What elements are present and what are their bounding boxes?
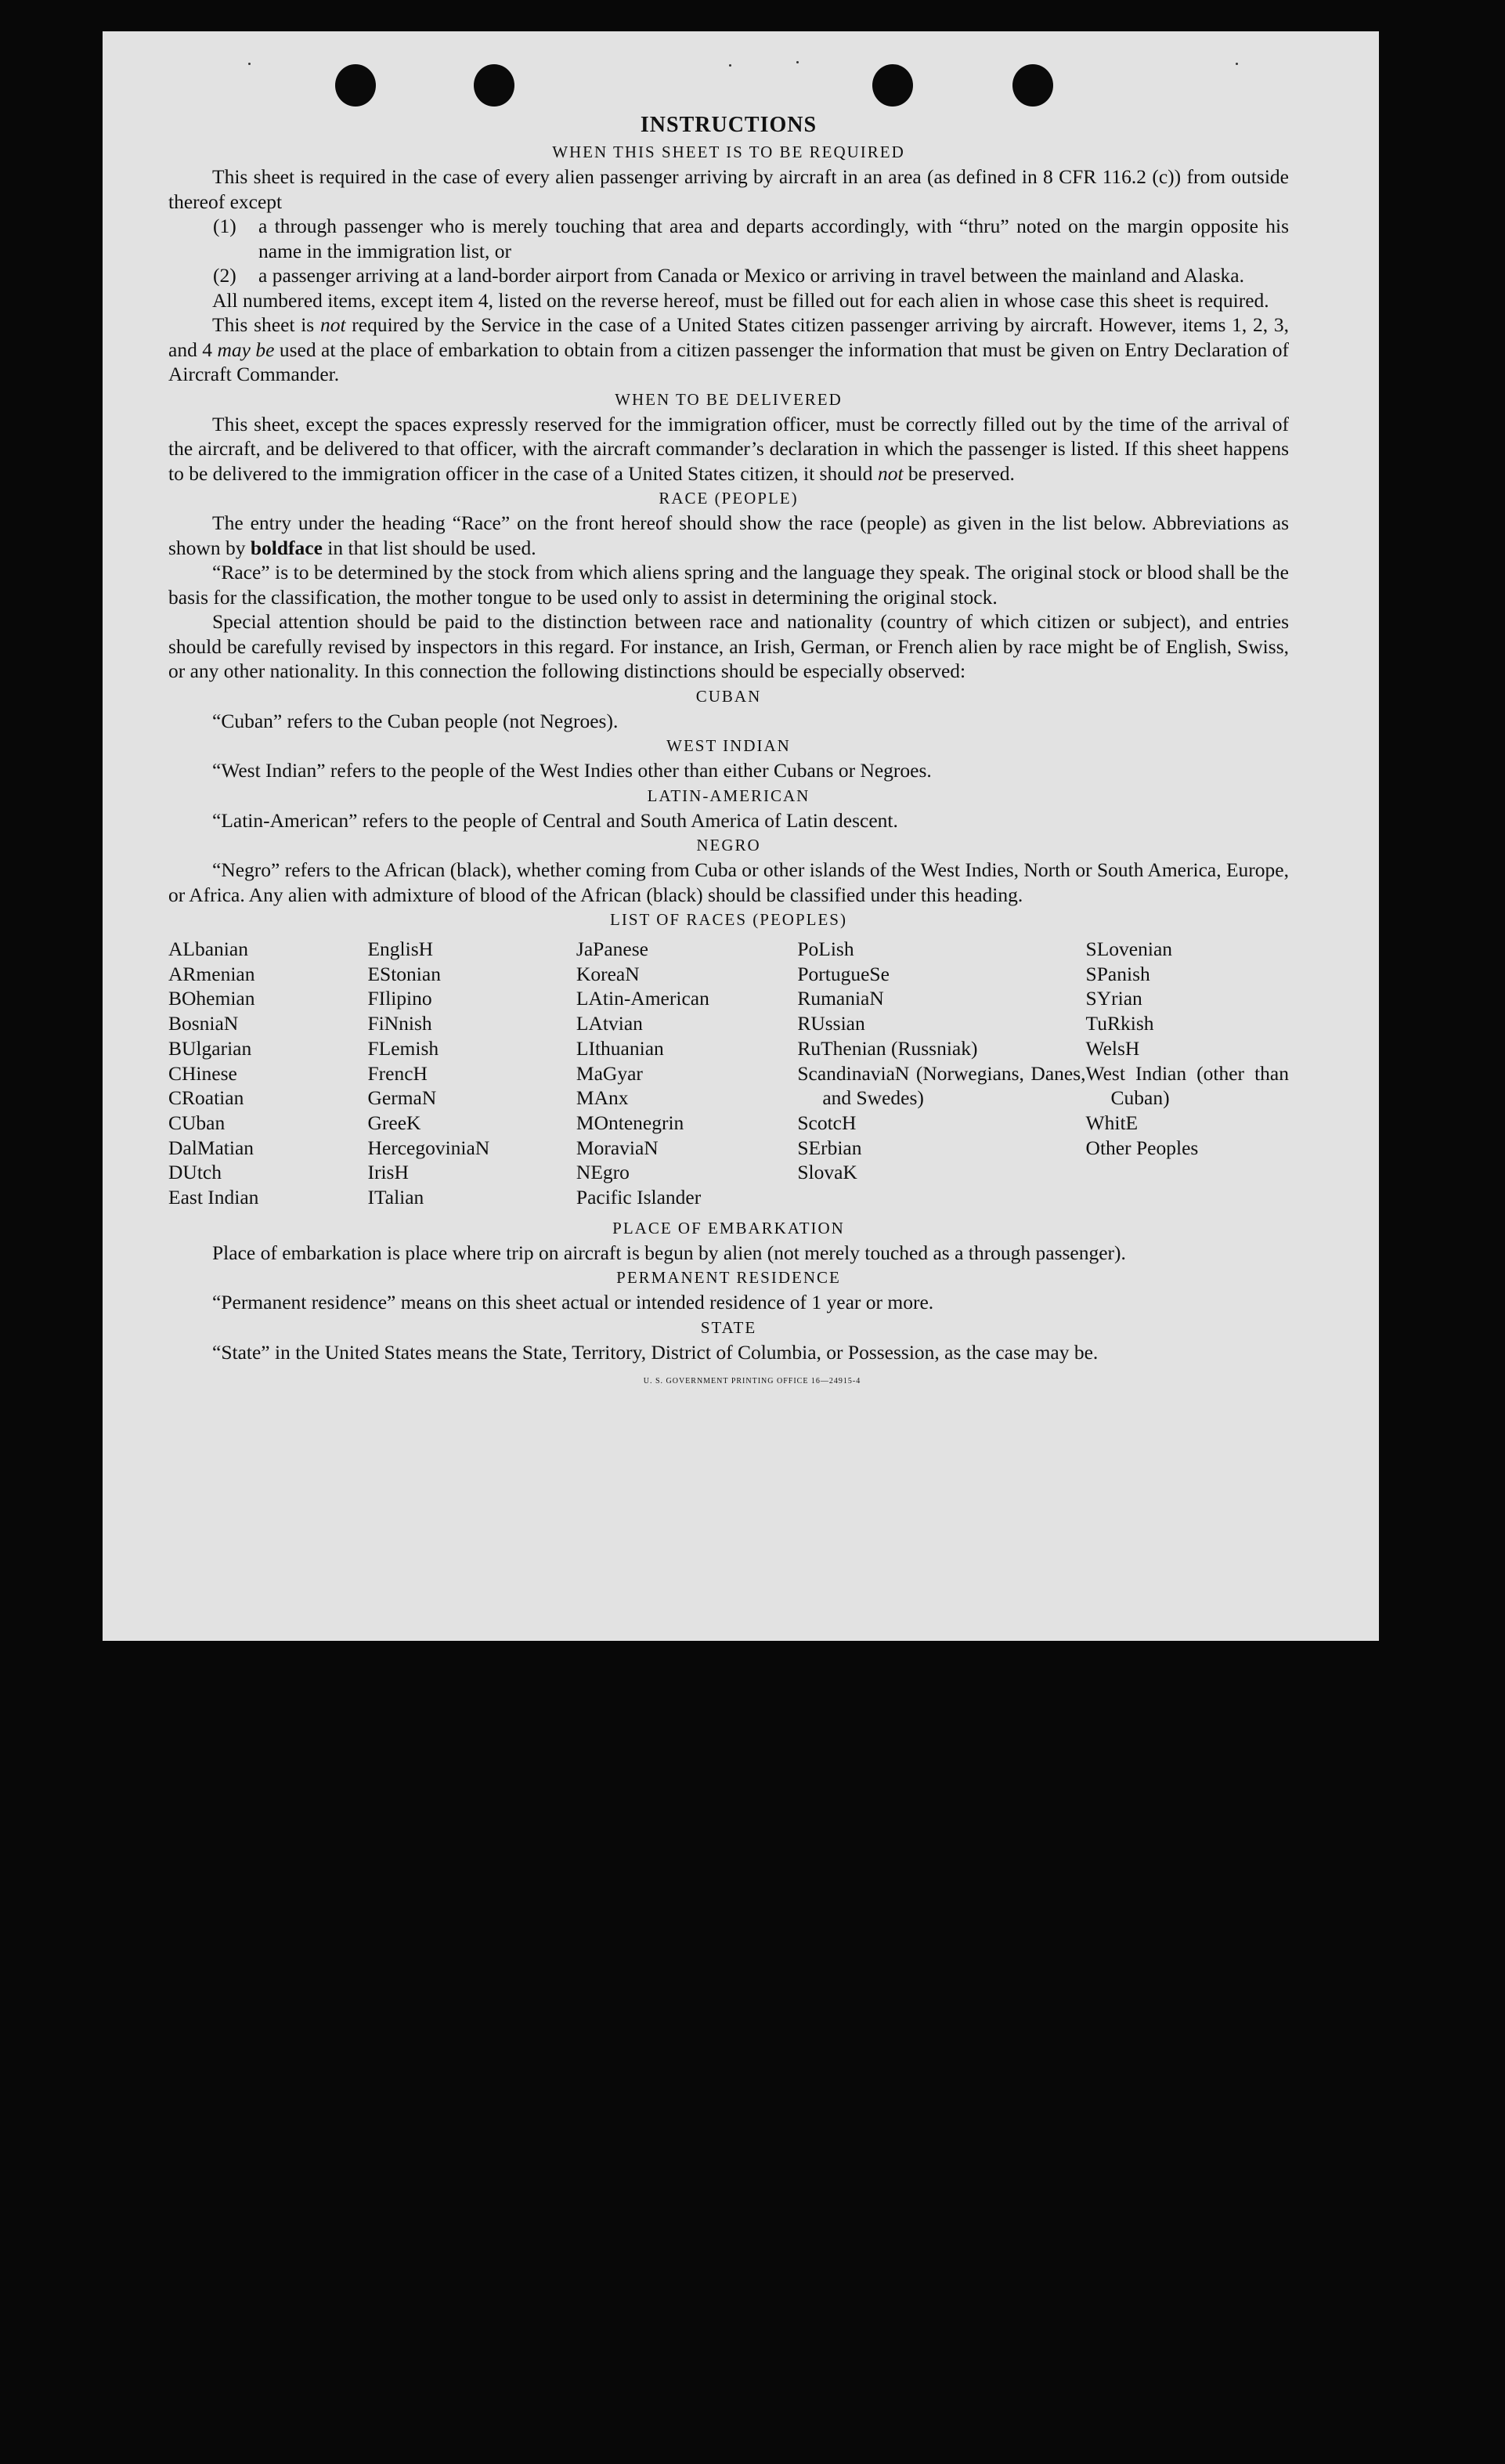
race-entry: PoLish (797, 938, 854, 960)
race-entry: Other Peoples (1085, 1136, 1199, 1159)
race-entry: DalMatian (168, 1136, 254, 1159)
speck (248, 63, 251, 65)
race-entry: FIlipino (367, 987, 432, 1010)
latin-american-heading: LATIN-AMERICAN (647, 786, 810, 805)
race-column (168, 937, 367, 1210)
speck (729, 64, 731, 67)
race-entry: RuThenian (Russniak) (797, 1036, 978, 1060)
race-entry: EStonian (367, 962, 441, 985)
race-entry: ITalian (367, 1186, 424, 1209)
race-entry: GermaN (367, 1086, 437, 1110)
residence-paragraph: “Permanent residence” means on this sheet actual or intended residence of 1 year or more. (212, 1291, 934, 1314)
embarkation-heading: PLACE OF EMBARKATION (612, 1218, 845, 1237)
race-entry: ALbanian (168, 938, 248, 960)
race-entry: PortugueSe (797, 962, 890, 985)
race-column (367, 937, 576, 1210)
list-of-races-heading: LIST OF RACES (PEOPLES) (610, 910, 847, 929)
race-entry: BUlgarian (168, 1036, 252, 1060)
race-entry: TuRkish (1085, 1012, 1154, 1035)
race-entry: East Indian (168, 1186, 259, 1209)
residence-heading: PERMANENT RESIDENCE (616, 1268, 841, 1288)
race-entry: JaPanese (576, 938, 648, 960)
race-list (168, 937, 1289, 1210)
when-required-heading: WHEN THIS SHEET IS TO BE REQUIRED (552, 143, 905, 161)
race-entry: HercegoviniaN (367, 1136, 490, 1159)
race-entry: FLemish (367, 1036, 439, 1060)
race-entry: FiNnish (367, 1012, 432, 1035)
race-column (576, 937, 797, 1210)
west-indian-paragraph: “West Indian” refers to the people of the West Indies other than either Cubans or Negroes. (212, 759, 932, 782)
punch-hole (474, 64, 514, 107)
race-entry: SErbian (797, 1136, 862, 1159)
speck (796, 61, 799, 63)
race-paragraph: The entry under the heading “Race” on the front hereof should show the race (people) as given in the list below. Abbreviations as shown by boldface in that list should be used. (168, 511, 1289, 559)
citizen-paragraph: This sheet is not required by the Service in the case of a United States citizen passenger arriving by aircraft. However, items 1, 2, 3, and 4 may be used at the place of embarkation to obtain from a citizen passenger the information that must be given on Entry Declaration of Aircraft Commander. (168, 313, 1289, 385)
race-entry: BosniaN (168, 1012, 239, 1035)
document-title: INSTRUCTIONS (640, 113, 817, 137)
negro-heading: NEGRO (696, 836, 761, 854)
when-delivered-paragraph: This sheet, except the spaces expressly reserved for the immigration officer, must be correctly filled out by the time of the arrival of the aircraft, and be delivered to that officer, with the aircraft commander’s declaration in which the passenger is listed. If this sheet happens to be delivered to the immigration officer in the case of a United States citizen, it should not be preserved. (168, 412, 1289, 485)
race-entry: WhitE (1085, 1111, 1139, 1134)
race-entry: RUssian (797, 1012, 865, 1035)
race-entry: SlovaK (797, 1161, 857, 1184)
race-entry: ScotcH (797, 1111, 857, 1134)
punch-hole (1012, 64, 1053, 107)
document-sheet (103, 31, 1379, 1641)
race-entry: GreeK (367, 1111, 421, 1134)
race-entry: KoreaN (576, 962, 640, 985)
race-column (797, 937, 1085, 1210)
race-entry: EnglisH (367, 938, 434, 960)
negro-paragraph: “Negro” refers to the African (black), whether coming from Cuba or other islands of the West Indies, North or South America, Europe, or Africa. Any alien with admixture of blood of the African (black) should be classified under this heading. (168, 858, 1289, 906)
race-entry: MOntenegrin (576, 1111, 684, 1134)
race-entry: ARmenian (168, 962, 255, 985)
race-entry: CRoatian (168, 1086, 244, 1110)
race-entry: NEgro (576, 1161, 630, 1184)
race-entry: BOhemian (168, 987, 255, 1010)
cuban-heading: CUBAN (695, 686, 762, 706)
state-heading: STATE (700, 1317, 757, 1337)
race-stock-paragraph: “Race” is to be determined by the stock from which aliens spring and the language they speak. The original stock or blood shall be the basis for the classification, the mother tongue to be used only to assist in determining the original stock. (168, 561, 1289, 609)
race-entry: LAtvian (576, 1012, 643, 1035)
race-entry: SPanish (1085, 962, 1150, 985)
race-nationality-paragraph: Special attention should be paid to the distinction between race and nationality (country of which citizen or subject), and entries should be carefully revised by inspectors in this regard. For instance, an Irish, German, or French alien by race might be of English, Swiss, or any other nationality. In this connection the following distinctions should be especially observed: (168, 610, 1289, 682)
race-entry: IrisH (367, 1161, 409, 1184)
race-entry: MoraviaN (576, 1136, 659, 1159)
race-entry: CHinese (168, 1061, 237, 1085)
race-entry: SLovenian (1085, 938, 1173, 960)
race-entry: LAtin-American (576, 987, 709, 1010)
numbered-items-paragraph: All numbered items, except item 4, listed on the reverse hereof, must be filled out for each alien in whose case this sheet is required. (212, 288, 1269, 312)
exception-list (168, 214, 1289, 288)
speck (1236, 63, 1238, 65)
exception-item: (1) a through passenger who is merely touching that area and departs accordingly, with “thru” noted on the margin opposite his name in the immigration list, or (213, 215, 1289, 262)
race-entry: FrencH (367, 1061, 428, 1085)
exception-item: (2) a passenger arriving at a land-border airport from Canada or Mexico or arriving in travel between the mainland and Alaska. (213, 264, 1244, 287)
punch-hole (335, 64, 376, 107)
state-paragraph: “State” in the United States means the State, Territory, District of Columbia, or Possession, as the case may be. (212, 1340, 1099, 1364)
race-entry: Pacific Islander (576, 1186, 702, 1209)
race-column (1086, 937, 1289, 1210)
punch-hole (872, 64, 913, 107)
race-entry: CUban (168, 1111, 226, 1134)
when-delivered-heading: WHEN TO BE DELIVERED (615, 389, 843, 409)
race-entry: LIthuanian (576, 1036, 664, 1060)
embarkation-paragraph: Place of embarkation is place where trip on aircraft is begun by alien (not merely touched as a through passenger). (212, 1241, 1126, 1264)
race-entry: ScandinaviaN (Norwegians, Danes, and Swedes) (797, 1061, 1086, 1110)
printer-imprint: U. S. GOVERNMENT PRINTING OFFICE 16—24915-4 (643, 1377, 861, 1386)
when-required-paragraph: This sheet is required in the case of every alien passenger arriving by aircraft in an area (as defined in 8 CFR 116.2 (c)) from outside thereof except (168, 165, 1289, 213)
race-heading: RACE (PEOPLE) (659, 489, 799, 508)
cuban-paragraph: “Cuban” refers to the Cuban people (not Negroes). (212, 709, 619, 732)
race-entry: WelsH (1085, 1036, 1140, 1060)
west-indian-heading: WEST INDIAN (666, 736, 791, 755)
race-entry: MAnx (576, 1086, 629, 1110)
race-entry: MaGyar (576, 1061, 643, 1085)
latin-american-paragraph: “Latin-American” refers to the people of Central and South America of Latin descent. (212, 808, 898, 832)
race-entry: DUtch (168, 1161, 222, 1184)
race-entry: SYrian (1085, 987, 1142, 1010)
race-entry: RumaniaN (797, 987, 884, 1010)
race-entry: West Indian (other than Cuban) (1085, 1061, 1289, 1110)
